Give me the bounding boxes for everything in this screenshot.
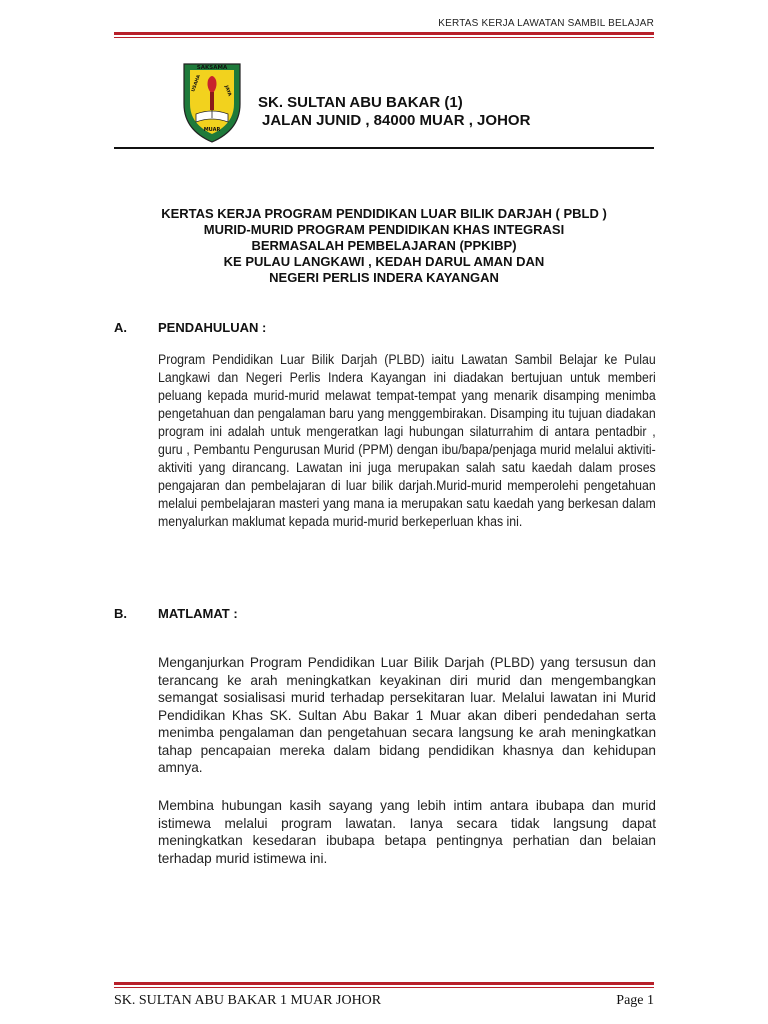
svg-text:USAHA: USAHA: [191, 74, 202, 93]
page-number: Page 1: [616, 993, 654, 1008]
school-divider: [114, 147, 654, 149]
document-title: [114, 206, 654, 286]
svg-text:SAKSAMA: SAKSAMA: [196, 65, 228, 71]
svg-text:MUAR: MUAR: [203, 127, 221, 133]
school-name: SK. SULTAN ABU BAKAR (1): [258, 94, 463, 111]
section-b-paragraph-1: Menganjurkan Program Pendidikan Luar Bilik Darjah (PLBD) yang tersusun dan terancang ke arah meningkatkan keyakinan diri murid dan mengembangkan semangat sosialisasi murid terhadap persekitaran luar. Melalui lawatan ini Murid Pendidikan Khas SK. Sultan Abu Bakar 1 Muar akan diberi pendedahan serta menimba pengalaman dan pengetahuan secara langsung ke arah meningkatkan tahap pencapaian mereka dalam bidang pendidikan khasnya dan kehidupan amnya.: [158, 655, 656, 775]
svg-text:JAYA: JAYA: [223, 84, 232, 98]
running-header: KERTAS KERJA LAWATAN SAMBIL BELAJAR: [438, 18, 654, 29]
title-line: KERTAS KERJA PROGRAM PENDIDIKAN LUAR BILIK DARJAH ( PBLD ): [161, 206, 607, 221]
section-b-paragraph-2: Membina hubungan kasih sayang yang lebih intim antara ibubapa dan murid istimewa melalui program lawatan. Ianya secara tidak langsung dapat meningkatkan kesedaran ibubapa betapa pentingnya perhatian dan belaian terhadap murid istimewa ini.: [158, 798, 656, 866]
torch-icon: [210, 92, 214, 110]
title-line: NEGERI PERLIS INDERA KAYANGAN: [269, 270, 499, 285]
section-a-letter: A.: [114, 320, 127, 335]
section-a-heading: PENDAHULUAN :: [158, 320, 267, 335]
section-b-heading: MATLAMAT :: [158, 606, 238, 621]
school-address: JALAN JUNID , 84000 MUAR , JOHOR: [262, 112, 531, 129]
title-line: BERMASALAH PEMBELAJARAN (PPKIBP): [251, 238, 517, 253]
header-rule: [114, 32, 654, 38]
footer-school: SK. SULTAN ABU BAKAR 1 MUAR JOHOR: [114, 993, 382, 1008]
section-a-paragraph: Program Pendidikan Luar Bilik Darjah (PLBD) iaitu Lawatan Sambil Belajar ke Pulau Langkawi dan Negeri Perlis Indera Kayangan ini diadakan bertujuan untuk memberi peluang kepada murid-murid melawat tempat-tempat yang menarik disamping menimba pengetahuan dan pengalaman baru yang menggembirakan. Disamping itu tujuan diadakan program ini adalah untuk mengeratkan lagi hubungan silaturrahim di antara pentadbir , guru , Pembantu Pengurusan Murid (PPM) dengan ibu/bapa/penjaga murid melalui aktiviti-aktiviti yang dirancang. Lawatan ini juga merupakan salah satu kaedah dalam proses pengajaran dan pembelajaran di luar bilik darjah.Murid-murid memperolehi pengetahuan melalui pembelajaran masteri yang mana ia merupakan satu kaedah yang berkesan dalam menyalurkan maklumat kepada murid-murid berkeperluan khas ini.: [158, 352, 656, 529]
section-b-letter: B.: [114, 606, 127, 621]
title-line: MURID-MURID PROGRAM PENDIDIKAN KHAS INTEGRASI: [203, 222, 565, 237]
title-line: KE PULAU LANGKAWI , KEDAH DARUL AMAN DAN: [223, 254, 545, 269]
footer-rule: [114, 982, 654, 988]
school-crest-logo: [182, 60, 242, 144]
